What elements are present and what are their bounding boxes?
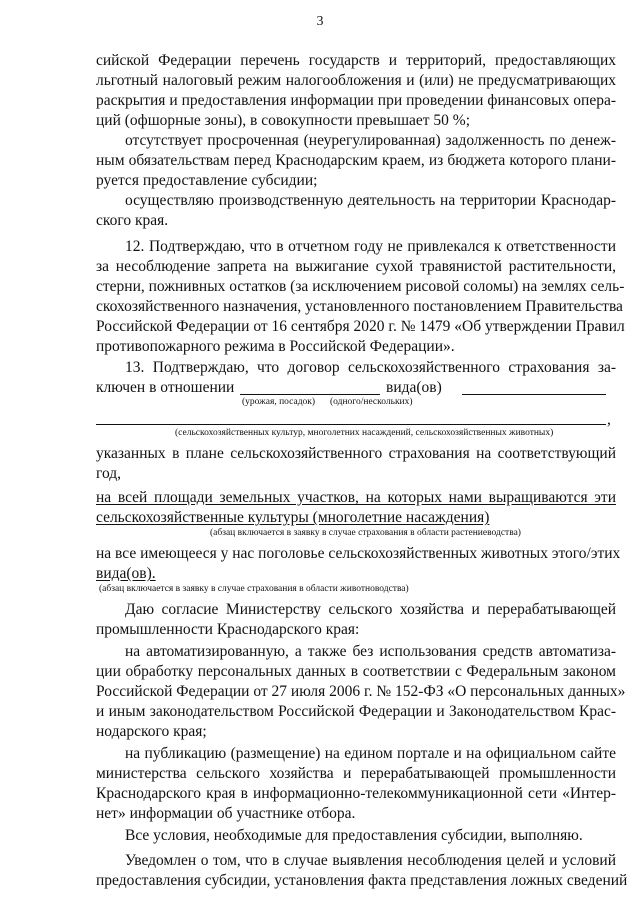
- text-line: на автоматизированную, а также без использования средств автоматиза-: [125, 643, 616, 660]
- text-line: стерни, пожнивных остатков (за исключением рисовой соломы) на землях сель-: [96, 278, 625, 295]
- fill-in-field-crop[interactable]: [240, 394, 380, 395]
- text-line: осуществляю производственную деятельность на территории Краснодар-: [125, 192, 616, 209]
- text-line: ций (офшорные зоны), в совокупности превышает 50 %;: [96, 112, 471, 129]
- text-line: указанных в плане сельскохозяйственного страхования на соответствующий: [96, 445, 616, 462]
- text-line: Даю согласие Министерству сельского хозяйства и перерабатывающей: [125, 601, 616, 618]
- text-line: 12. Подтверждаю, что в отчетном году не привлекался к ответственности: [125, 238, 616, 255]
- text-line: нодарского края;: [96, 723, 207, 740]
- text-line: министерства сельского хозяйства и перерабатывающей промышленности: [96, 765, 616, 782]
- text-line: промышленности Краснодарского края:: [96, 621, 360, 638]
- text-line: ского края.: [96, 212, 169, 229]
- fill-in-field-count[interactable]: [462, 394, 606, 395]
- paragraph-note: (абзац включается в заявку в случае страхования в области растениеводства): [210, 528, 521, 538]
- text-line: 13. Подтверждаю, что договор сельскохозяйственного страхования за-: [125, 359, 616, 376]
- text-line: отсутствует просроченная (неурегулированная) задолженность по денеж-: [125, 132, 616, 149]
- text-line: раскрытия и предоставления информации при проведении финансовых опера-: [96, 92, 616, 109]
- text-line: Российской Федерации от 27 июля 2006 г. № 152-ФЗ «О персональных данных»: [96, 683, 626, 700]
- text-line: ключен в отношении: [96, 379, 235, 396]
- text-line: Все условия, необходимые для предоставления субсидии, выполняю.: [125, 827, 583, 844]
- text-line: на всей площади земельных участков, на которых нами выращиваются эти: [96, 489, 616, 506]
- text-line: вида(ов).: [96, 565, 156, 582]
- text-line: и иным законодательством Российской Федерации и Законодательством Крас-: [96, 703, 616, 720]
- text-line: год,: [96, 465, 122, 482]
- text-line: ным обязательствам перед Краснодарским краем, из бюджета которого плани-: [96, 152, 616, 169]
- text-line: сийской Федерации перечень государств и территорий, предоставляющих: [96, 52, 616, 69]
- text-line: льготный налоговый режим налогообложения и (или) не предусматривающих: [96, 72, 616, 89]
- text-line: ции обработку персональных данных в соответствии с Федеральным законом: [96, 663, 616, 680]
- text-line: за несоблюдение запрета на выжигание сухой травянистой растительности,: [96, 258, 616, 275]
- text-line: на публикацию (размещение) на едином портале и на официальном сайте: [125, 745, 616, 762]
- text-line: скохозяйственного назначения, установленного постановлением Правительства: [96, 298, 623, 315]
- text-line: ,: [607, 411, 611, 428]
- text-line: вида(ов): [386, 379, 442, 396]
- text-line: противопожарного режима в Российской Федерации».: [96, 338, 455, 355]
- text-line: руется предоставление субсидии;: [96, 172, 318, 189]
- field-hint: (одного/нескольких): [330, 397, 413, 407]
- text-line: на все имеющееся у нас поголовье сельскохозяйственных животных этого/этих: [96, 545, 621, 562]
- page-number: 3: [316, 14, 324, 29]
- text-line: сельскохозяйственные культуры (многолетние насаждения): [96, 509, 490, 526]
- field-hint: (урожая, посадок): [242, 397, 316, 407]
- text-line: Уведомлен о том, что в случае выявления несоблюдения целей и условий: [125, 852, 616, 869]
- text-line: нет» информации об участнике отбора.: [96, 805, 356, 822]
- text-line: предоставления субсидии, установления факта представления ложных сведений: [96, 872, 628, 889]
- field-hint: (сельскохозяйственных культур, многолетних насаждений, сельскохозяйственных животных): [175, 428, 554, 438]
- fill-in-field-type[interactable]: [96, 424, 606, 425]
- paragraph-note: (абзац включается в заявку в случае страхования в области животноводства): [99, 584, 409, 594]
- text-line: Краснодарского края в информационно-телекоммуникационной сети «Интер-: [96, 785, 616, 802]
- text-line: Российской Федерации от 16 сентября 2020 г. № 1479 «Об утверждении Правил: [96, 318, 625, 335]
